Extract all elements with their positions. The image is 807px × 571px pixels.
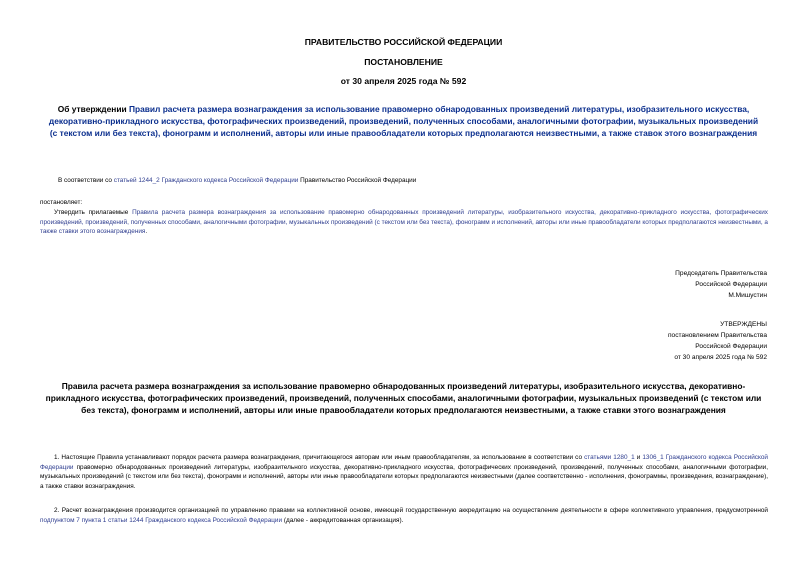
approved-label: УТВЕРЖДЕНЫ (720, 321, 767, 328)
approve-rules-link[interactable]: Правила расчета размера вознаграждения за использование правомерно обнародованных произведений литературы, изобразительного искусства, декоративно-прикладного искусства, фотографических произведений, произведений, полученных способами, аналогичными фотографии, музыкальных произведений (с текстом или без текста), фонограмм и исполнений, авторы или иные правообладатели которых предполагаются неизвестными, а также ставки этого вознаграждения (40, 209, 768, 236)
approved-line1: постановлением Правительства (667, 332, 767, 339)
approve-paragraph (40, 208, 768, 237)
approved-line2: Российской Федерации (695, 343, 767, 350)
signature-position-line1: Председатель Правительства (675, 270, 767, 277)
item2-post: (далее - аккредитованная организация). (282, 516, 404, 524)
article-1280-1-link[interactable]: статьями 1280_1 (584, 454, 635, 461)
rules-item-1 (40, 453, 768, 491)
approved-stamp-block (668, 319, 767, 363)
title-prefix: Об утверждении (57, 104, 129, 114)
title-rules-link[interactable]: Правил расчета размера вознаграждения за использование правомерно обнародованных произведений литературы, изобразительного искусства, декоративно-прикладного искусства, фотографических произведений, произведений, полученных способами, аналогичными фотографии, музыкальных произведений (с текстом или без текста), фонограмм и исполнений, авторы или иные правообладатели которых предполагаются неизвестными, а также ставок этого вознаграждения (48, 104, 759, 139)
rules-item-2 (40, 506, 768, 525)
item1-post: правомерно обнародованных произведений литературы, изобразительного искусства, декоративно-прикладного искусства, фотографических произведений, произведений, полученных способами, аналогичными фотографии, музыкальных произведений (с текстом или без текста), фонограмм и исполнений, авторы или иные правообладатели которых предполагаются неизвестными (далее соответственно - исполнения, фонограммы, произведения, вознаграждение), а также ставки вознаграждения. (40, 463, 768, 490)
document-date-number: от 30 апреля 2025 года № 592 (340, 76, 467, 86)
preamble-pre: В соответствии со (58, 177, 114, 184)
decides-word: постановляет: (40, 199, 83, 206)
item1-mid: и (634, 454, 643, 461)
approve-pre: Утвердить прилагаемые (54, 209, 133, 216)
article-1306-1-link[interactable]: 1306_1 Гражданского кодекса Российской Федерации (40, 454, 768, 471)
preamble-post: Правительство Российской Федерации (298, 177, 417, 184)
approve-post: . (145, 228, 148, 236)
resolution-title (48, 103, 759, 140)
approved-line3: от 30 апреля 2025 года № 592 (674, 354, 767, 361)
signature-position-line2: Российской Федерации (695, 281, 767, 288)
signature-name: М.Мишустин (728, 292, 767, 299)
civil-code-article-link[interactable]: статьей 1244_2 Гражданского кодекса Российской Федерации (113, 177, 299, 184)
document-type: ПОСТАНОВЛЕНИЕ (364, 57, 443, 67)
item2-pre: 2. Расчет вознаграждения производится организацией по управлению правами на коллективной основе, имеющей государственную аккредитацию на осуществление деятельности в сфере коллективного управления, предусмотренной (54, 507, 768, 514)
government-heading: ПРАВИТЕЛЬСТВО РОССИЙСКОЙ ФЕДЕРАЦИИ (304, 37, 503, 47)
article-1244-subitem-link[interactable]: подпунктом 7 пункта 1 статьи 1244 Гражданского кодекса Российской Федерации (40, 516, 283, 524)
item1-pre: 1. Настоящие Правила устанавливают порядок расчета размера вознаграждения, причитающегося авторам или иным правообладателям, за использование в соответствии со (54, 454, 585, 461)
preamble-paragraph (58, 176, 768, 186)
rules-title: Правила расчета размера вознаграждения за использование правомерно обнародованных произведений литературы, изобразительного искусства, декоративно-прикладного искусства, фотографических произведений, произведений, полученных способами, аналогичными фотографии, музыкальных произведений (с текстом или без текста), фонограмм и исполнений, авторы или иные правообладатели которых предполагаются неизвестными, а также ставки этого вознаграждения (45, 381, 762, 416)
signature-block (675, 268, 767, 301)
